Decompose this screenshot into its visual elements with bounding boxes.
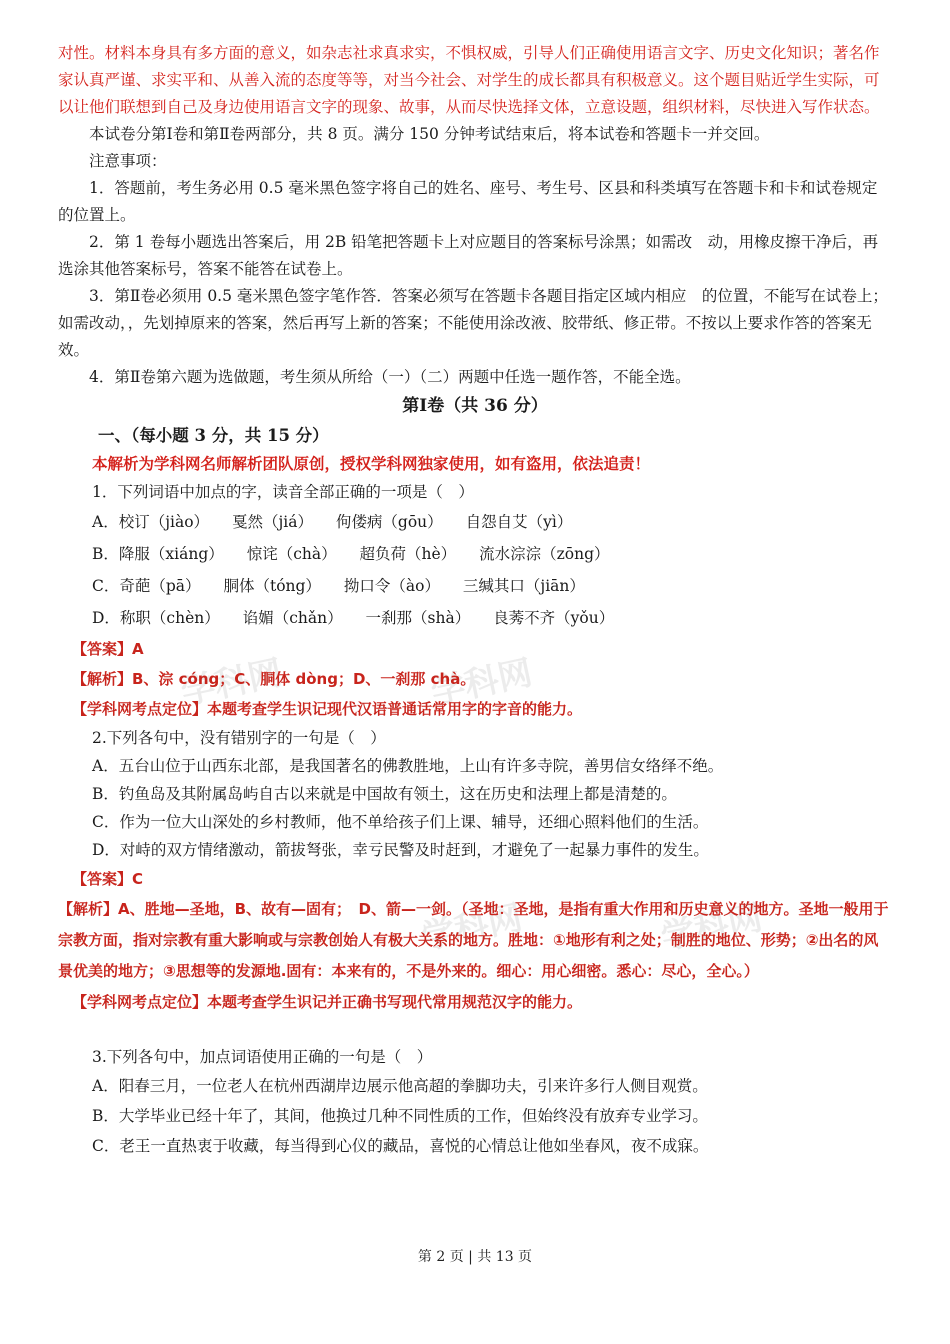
watermark: 学科网 (177, 652, 286, 714)
note-item: 1．答题前，考生务必用 0.5 毫米黑色签字将自己的姓名、座号、考生号、区县和科类填写在答题卡和卡和试卷规定的位置上。 (58, 179, 878, 224)
option-word: 戛然（jiá） (231, 513, 313, 531)
copyright-notice: 本解析为学科网名师解析团队原创，授权学科网独家使用，如有盗用，依法追责！ (92, 454, 651, 473)
note-item: 4．第Ⅱ卷第六题为选做题，考生须从所给（一）（二）两题中任选一题作答，不能全选。 (89, 368, 691, 386)
volume-title: 第Ⅰ卷（共 36 分） (402, 396, 548, 416)
question-3-stem: 3.下列各句中，加点词语使用正确的一句是（ ） (92, 1048, 433, 1066)
question-1-option-d (58, 602, 892, 634)
question-1-option-c (58, 570, 892, 602)
option-word: 一刹那（shà） (365, 609, 471, 627)
option-word: A．校订（jiào） (92, 513, 210, 531)
option-word: 佝偻病（gōu） (335, 513, 443, 531)
option-word: 谄媚（chǎn） (242, 609, 343, 627)
option-word: D．称职（chèn） (92, 609, 220, 627)
question-2-stem: 2.下列各句中，没有错别字的一句是（ ） (92, 729, 386, 747)
note-item: 2．第 1 卷每小题选出答案后，用 2B 铅笔把答题卡上对应题目的答案标号涂黑；如需改 动，用橡皮擦干净后，再选涂其他答案标号，答案不能答在试卷上。 (58, 233, 879, 278)
question-1-answer: 【答案】A (72, 640, 144, 658)
question-3-option-a: A．阳春三月，一位老人在杭州西湖岸边展示他高超的拳脚功夫，引来许多行人侧目观赏。 (92, 1077, 708, 1095)
option-word: 拗口令（ào） (343, 577, 440, 595)
option-word: 流水淙淙（zōng） (479, 545, 610, 563)
page-footer: 第 2 页 | 共 13 页 (417, 1249, 533, 1265)
question-3-option-c: C．老王一直热衷于收藏，每当得到心仪的藏品，喜悦的心情总让他如坐春风，夜不成寐。 (92, 1137, 709, 1155)
question-2-point: 【学科网考点定位】本题考查学生识记并正确书写现代常用规范汉字的能力。 (72, 993, 583, 1011)
question-2-option-a: A．五台山位于山西东北部，是我国著名的佛教胜地，上山有许多寺院，善男信女络绎不绝。 (92, 757, 724, 775)
question-1-stem: 1．下列词语中加点的字，读音全部正确的一项是（ ） (92, 483, 474, 501)
section-heading: 一、（每小题 3 分，共 15 分） (98, 426, 329, 445)
option-word: 自怨自艾（yì） (465, 513, 573, 531)
question-1-point: 【学科网考点定位】本题考查学生识记现代汉语普通话常用字的字音的能力。 (72, 700, 583, 718)
question-1-option-a (58, 506, 892, 538)
question-2-analysis: 【解析】A、胜地—圣地，B、故有—固有； D、箭—一剑。（圣地：圣地，是指有重大作用和历史意义的地方。圣地一般用于宗教方面，指对宗教有重大影响或与宗教创始人有极大关系的地方。胜地：①地形有利之处；制胜的地位、形势；②出名的风景优美的地方；③思想等的发源地.固有：本来有的，不是外来的。细心：用心细密。悉心：尽心，全心。） (58, 900, 889, 980)
question-3-option-b: B．大学毕业已经十年了，其间，他换过几种不同性质的工作，但始终没有放弃专业学习。 (92, 1107, 708, 1125)
option-word: 良莠不齐（yǒu） (493, 609, 615, 627)
question-2-option-d: D．对峙的双方情绪激动，箭拔弩张，幸亏民警及时赶到，才避免了一起暴力事件的发生。 (92, 841, 709, 859)
question-2-answer: 【答案】C (72, 870, 144, 888)
notes-title: 注意事项： (89, 152, 167, 170)
intro-paragraph: 对性。材料本身具有多方面的意义，如杂志社求真求实，不惧权威，引导人们正确使用语言文字、历史文化知识；著名作家认真严谨、求实平和、从善入流的态度等等，对当今社会、对学生的成长都具有积极意义。这个题目贴近学生实际，可以让他们联想到自己及身边使用语言文字的现象、故事，从而尽快选择文体，立意设题，组织材料，尽快进入写作状态。 (58, 44, 880, 116)
option-word: C．奇葩（pā） (92, 577, 201, 595)
option-word: 胴体（tóng） (223, 577, 321, 595)
question-2-option-c: C．作为一位大山深处的乡村教师，他不单给孩子们上课、辅导，还细心照料他们的生活。 (92, 813, 709, 831)
question-1-analysis: 【解析】B、淙 cóng；C、胴体 dòng；D、一刹那 chà。 (72, 670, 476, 688)
watermark: 学科网 (657, 897, 766, 959)
option-word: 惊诧（chà） (246, 545, 337, 563)
exam-info: 本试卷分第Ⅰ卷和第Ⅱ卷两部分，共 8 页。满分 150 分钟考试结束后，将本试卷和答题卡一并交回。 (89, 125, 770, 143)
option-word: B．降服（xiáng） (92, 545, 224, 563)
watermark: 学科网 (417, 897, 526, 959)
note-item: 3．第Ⅱ卷必须用 0.5 毫米黑色签字笔作答．答案必须写在答题卡各题目指定区域内相应 的位置，不能写在试卷上；如需改动，，先划掉原来的答案，然后再写上新的答案；不能使用涂改液、胶带纸、修正带。不按以上要求作答的答案无效。 (58, 287, 888, 359)
question-1-option-b (58, 538, 892, 570)
option-word: 超负荷（hè） (359, 545, 457, 563)
question-2-option-b: B．钓鱼岛及其附属岛屿自古以来就是中国故有领土，这在历史和法理上都是清楚的。 (92, 785, 677, 803)
option-word: 三缄其口（jiān） (462, 577, 585, 595)
document-page (58, 40, 892, 1161)
watermark: 学科网 (427, 652, 536, 714)
